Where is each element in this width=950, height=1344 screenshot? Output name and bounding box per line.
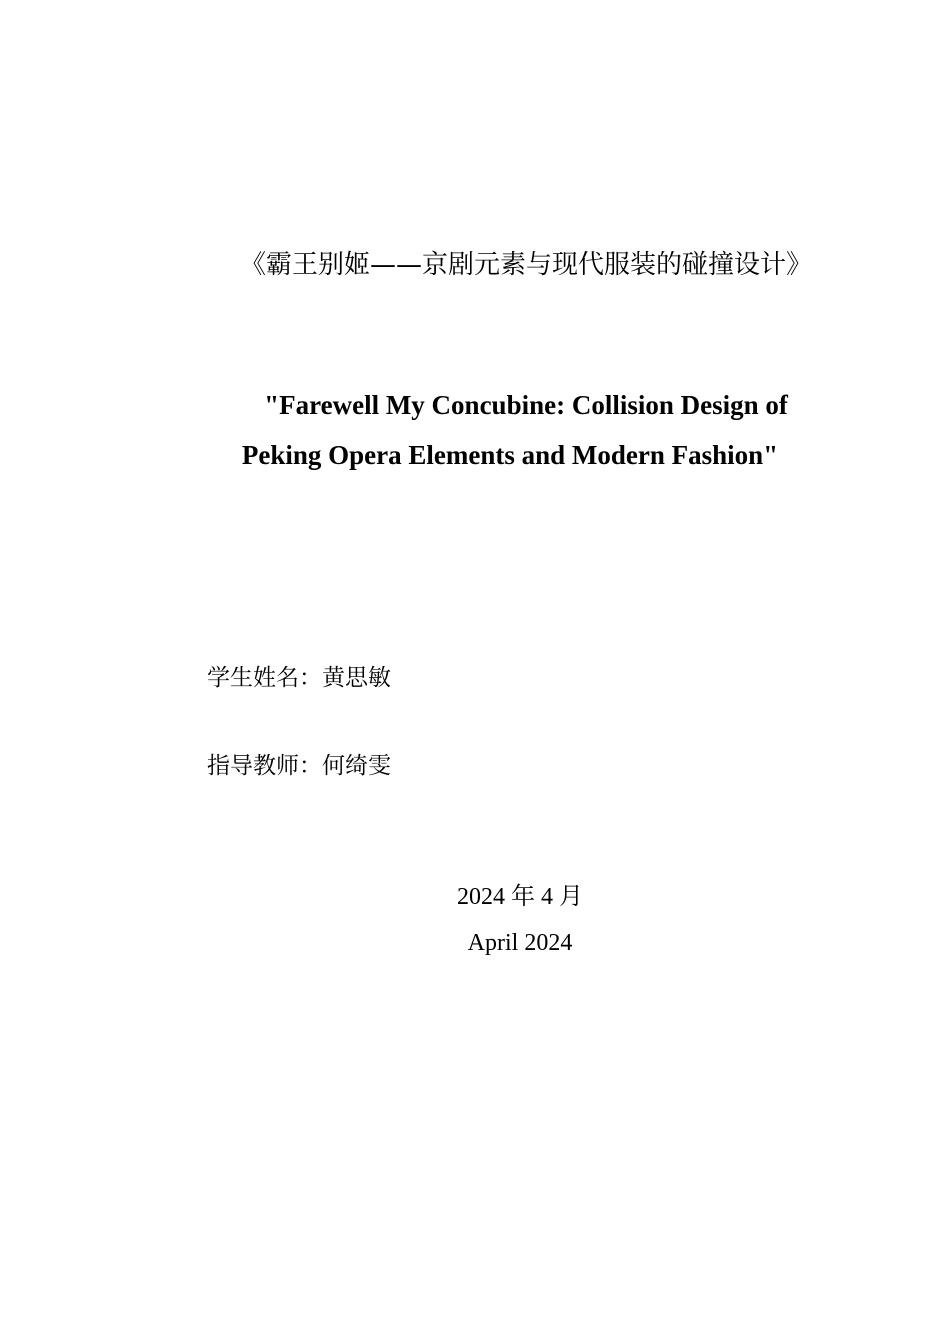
date-english: April 2024: [467, 930, 573, 956]
chinese-title: 《霸王别姬——京剧元素与现代服装的碰撞设计》: [239, 250, 812, 280]
student-label: 学生姓名：: [207, 665, 322, 691]
english-title: "Farewell My Concubine: Collision Design of Peking Opera Elements and Modern Fashion": [241, 390, 788, 470]
student-name: 黄思敏: [322, 665, 391, 691]
advisor-info: [207, 751, 391, 781]
advisor-label: 指导教师：: [207, 753, 322, 779]
student-info: [207, 663, 391, 693]
advisor-name: 何绮雯: [322, 753, 391, 779]
date-chinese: 2024 年 4 月: [457, 884, 583, 910]
